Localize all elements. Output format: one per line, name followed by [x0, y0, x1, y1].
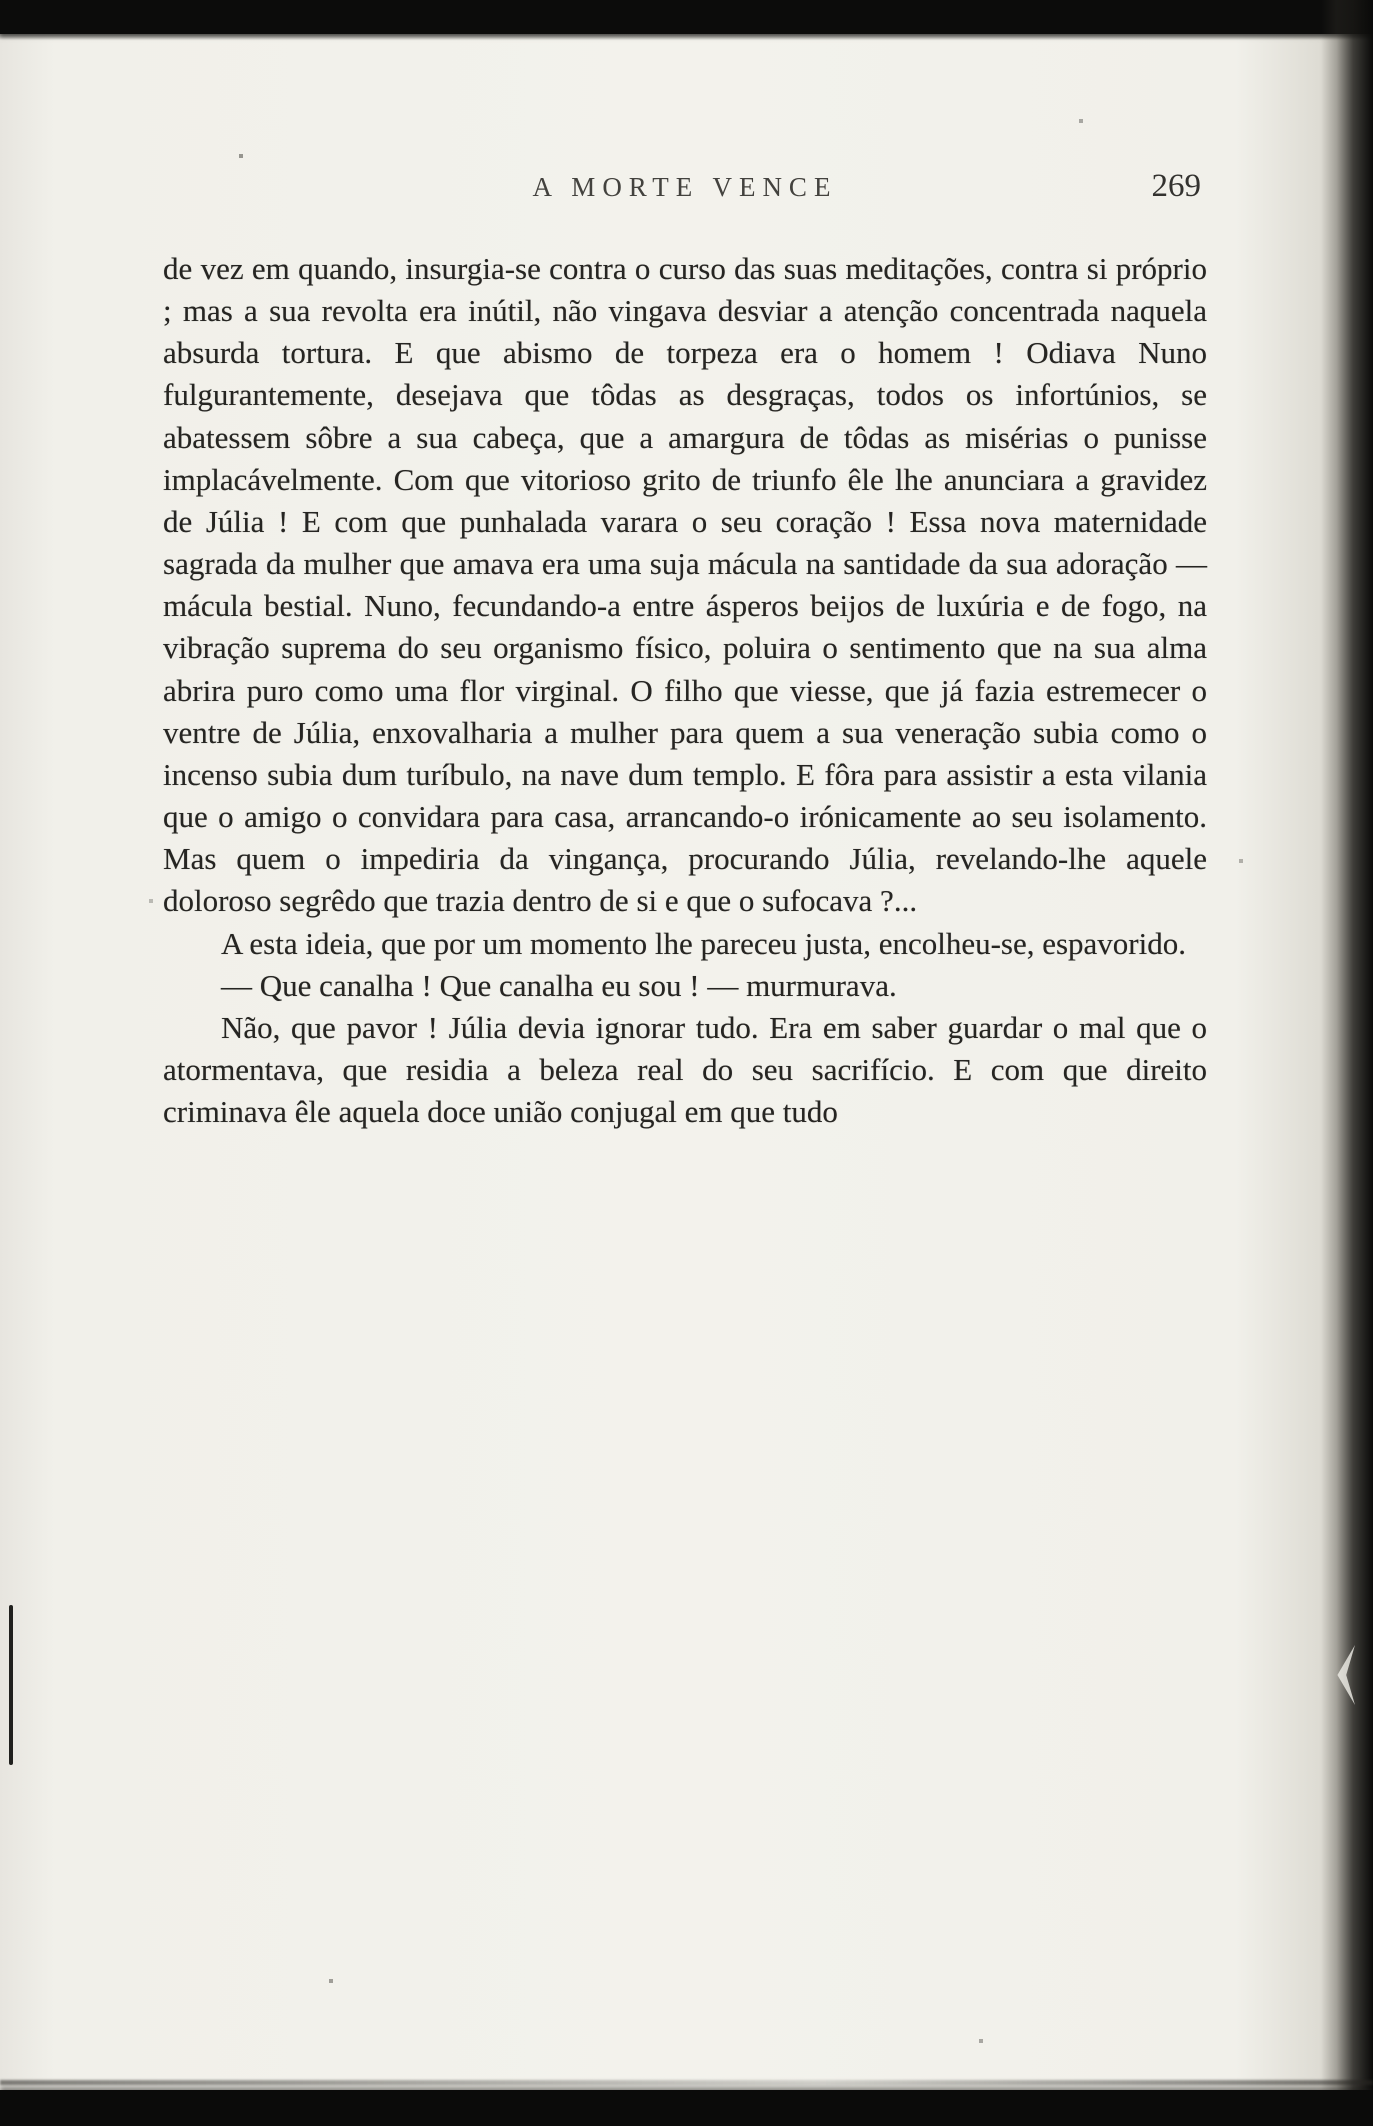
body-text [163, 248, 1207, 1133]
scan-artifact-bottom-bar [0, 2090, 1373, 2126]
scan-artifact-speckles [0, 0, 2, 2]
page-number: 269 [1151, 168, 1201, 204]
scan-artifact-left-mark [9, 1605, 13, 1765]
scan-artifact-right-edge [1321, 0, 1373, 2126]
paragraph: Não, que pavor ! Júlia devia ignorar tudo. Era em saber guardar o mal que o atormentava, que residia a beleza real do seu sacrifício. E com que direito criminava êle aquela doce união conjugal em que tudo [163, 1009, 1207, 1130]
running-title: A MORTE VENCE [532, 172, 838, 202]
paragraph: — Que canalha ! Que canalha eu sou ! — murmurava. [221, 967, 897, 1003]
page-header [163, 168, 1207, 216]
paragraph: A esta ideia, que por um momento lhe pareceu justa, encolheu-se, espavorido. [221, 925, 1186, 961]
paragraph: de vez em quando, insurgia-se contra o curso das suas meditações, contra si próprio ; mas a sua revolta era inútil, não vingava desviar a atenção concentrada naquela absurda tortura. E que abismo de torpeza era o homem ! Odiava Nuno fulgurantemente, desejava que tôdas as desgraças, todos os infortúnios, se abatessem sôbre a sua cabeça, que a amargura de tôdas as misérias o punisse implacávelmente. Com que vitorioso grito de triunfo êle lhe anunciara a gravidez de Júlia ! E com que punhalada varara o seu coração ! Essa nova maternidade sagrada da mulher que amava era uma suja mácula na santidade da sua adoração — mácula bestial. Nuno, fecundando-a entre ásperos beijos de luxúria e de fogo, na vibração suprema do seu organismo físico, poluira o sentimento que na sua alma abrira puro como uma flor virginal. O filho que viesse, que já fazia estremecer o ventre de Júlia, enxovalharia a mulher para quem a sua veneração subia como o incenso subia dum turíbulo, na nave dum templo. E fôra para assistir a esta vilania que o amigo o convidara para casa, arrancando-o irónicamente ao seu isolamento. Mas quem o impediria da vingança, procurando Júlia, revelando-lhe aquele doloroso segrêdo que trazia dentro de si e que o sufocava ?... [163, 251, 1207, 919]
scan-artifact-top-bar [0, 0, 1373, 34]
